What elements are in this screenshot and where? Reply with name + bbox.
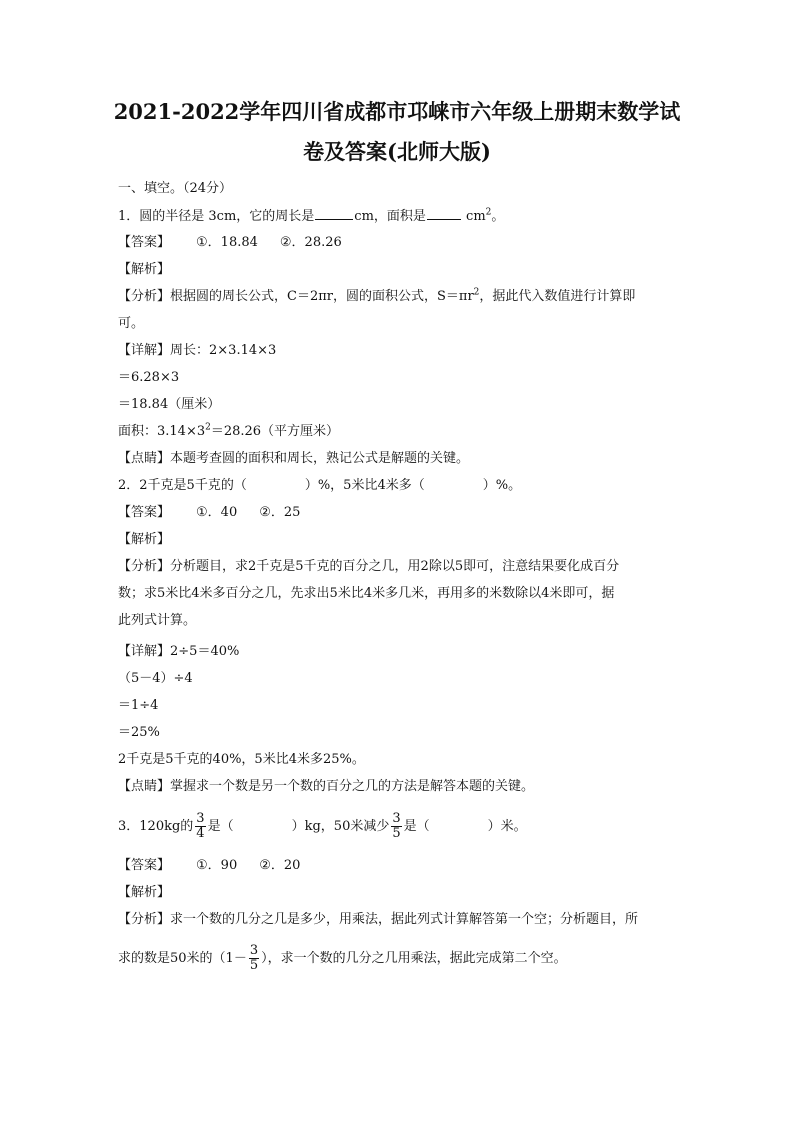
q1-comment: 【点睛】本题考查圆的面积和周长，熟记公式是解题的关键。 <box>118 451 470 466</box>
q1-answer: 【答案】 ①．18.84 ②．28.26 <box>118 235 342 250</box>
q1-fenxi-cont: 可。 <box>118 316 145 331</box>
fraction-3-5: $\frac{3}{5}$ <box>249 943 259 973</box>
q1-detail: 【详解】周长：2×3.14×3 <box>118 343 277 358</box>
q3-answer: 【答案】 ①．90 ②．20 <box>118 858 301 873</box>
doc-title-line-1: 2021-2022学年四川省成都市邛崃市六年级上册期末数学试 <box>113 99 681 124</box>
question-2: 2．2千克是5千克的（ ）%，5米比4米多（ ）%。 <box>118 478 522 493</box>
q2-analysis-label: 【解析】 <box>118 532 171 547</box>
q2-detail-conclusion: 2千克是5千克的40%，5米比4米多25%。 <box>118 752 365 767</box>
question-3: 3．120kg的 $\frac{3}{4}$ 是（ ）kg，50米减少 $\frac{3}{5}$ 是（ ）米。 <box>118 811 527 841</box>
q3-fenxi-cont: 求的数是50米的（1－ $\frac{3}{5}$ ），求一个数的几分之几用乘法，据此完成第二个空。 <box>118 943 567 973</box>
q3-analysis-label: 【解析】 <box>118 885 171 900</box>
fraction-3-5: $\frac{3}{5}$ <box>392 811 401 841</box>
fraction-3-4: $\frac{3}{4}$ <box>196 811 205 841</box>
q2-comment: 【点睛】掌握求一个数是另一个数的百分之几的方法是解答本题的关键。 <box>118 779 535 794</box>
doc-title-line-2: 卷及答案(北师大版) <box>303 139 491 164</box>
q3-fenxi: 【分析】求一个数的几分之几是多少，用乘法，据此列式计算解答第一个空；分析题目，所 <box>118 912 639 927</box>
answer-blank <box>427 207 461 220</box>
q2-detail-step: ＝1÷4 <box>118 698 159 713</box>
q1-detail-step: ＝18.84（厘米） <box>118 397 221 412</box>
q1-detail-step: ＝6.28×3 <box>118 370 180 385</box>
q2-answer: 【答案】 ①．40 ②．25 <box>118 505 301 520</box>
q1-detail-area: 面积：$3.14\times 3^2=28.26$（平方厘米） <box>118 422 340 439</box>
q2-fenxi-cont: 数；求5米比4米多百分之几，先求出5米比4米多几米，再用多的米数除以4米即可，据 <box>118 586 615 601</box>
q1-fenxi: 【分析】根据圆的周长公式，C＝2πr，圆的面积公式，$S=\pi r^2$，据此代入数值进行计算即 <box>118 287 636 304</box>
q2-detail-step: ＝25% <box>118 725 160 740</box>
section-heading: 一、填空。（24分） <box>118 181 233 196</box>
q2-fenxi-cont: 此列式计算。 <box>118 613 197 628</box>
q2-detail-step: （5－4）÷4 <box>118 671 193 686</box>
q2-detail: 【详解】2÷5＝40% <box>118 644 240 659</box>
q1-analysis-label: 【解析】 <box>118 262 171 277</box>
question-1: 1．圆的半径是 3cm，它的周长是 cm，面积是 $cm^2$。 <box>118 207 505 224</box>
answer-blank <box>315 207 353 220</box>
q2-fenxi: 【分析】分析题目，求2千克是5千克的百分之几，用2除以5即可，注意结果要化成百分 <box>118 559 620 574</box>
